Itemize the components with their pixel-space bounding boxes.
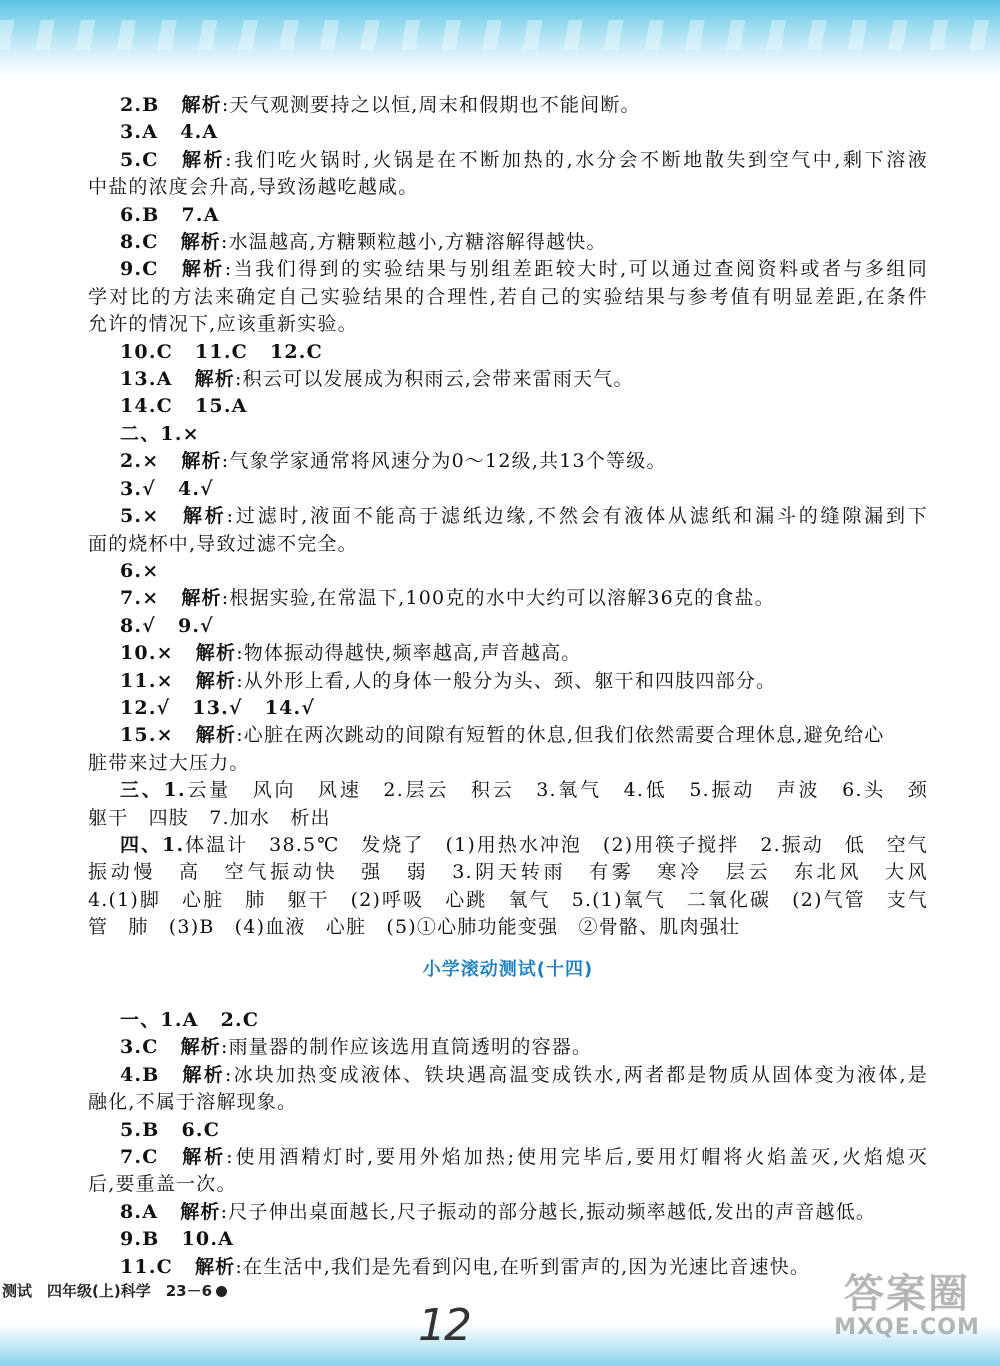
line-text: 融化,不属于溶解现象。 [88,1091,298,1114]
answer-line [88,914,928,941]
analysis-keyword: 解析 [181,505,227,528]
answer-line [88,366,928,393]
line-text: :尺子伸出桌面越长,尺子振动的部分越长,振动频率越低,发出的声音越低。 [220,1200,877,1223]
answer-number: 10.C [120,340,173,363]
answer-line [88,695,928,722]
line-text: :心脏在两次跳动的间隙有短暂的休息,但我们依然需要合理休息,避免给心 [236,724,885,747]
answer-line [88,1144,928,1171]
answer-line [88,256,928,283]
answer-number: 4.√ [177,477,214,500]
answer-line [88,668,928,695]
answer-number: 13.√ [192,696,243,719]
analysis-keyword: 解析 [181,450,222,473]
analysis-keyword: 解析 [194,368,236,391]
answer-number: 13.A [120,368,173,391]
line-text: :当我们得到的实验结果与别组差距较大时,可以通过查阅资料或者与多组同 [224,258,928,281]
answer-line [88,613,928,640]
line-text: :天气观测要持之以恒,周末和假期也不能间断。 [221,94,641,116]
answer-line [88,1226,928,1253]
answer-number: 15.A [194,395,248,418]
answer-line [88,750,928,777]
answer-number: 四、1. [120,833,185,856]
answer-number: 2.C [220,1009,260,1031]
line-text: 面的烧杯中,导致过滤不完全。 [88,532,358,555]
answer-number: 12.√ [120,696,171,719]
analysis-keyword: 解析 [195,669,237,692]
line-text: :物体振动得越快,频率越高,声音越高。 [236,642,582,665]
answer-number: 8.√ [120,614,156,637]
line-text: 管 肺 (3)B (4)血液 心脏 (5)①心肺功能变强 ②骨骼、肌肉强壮 [88,916,741,939]
answer-number: 三、1. [120,779,186,802]
answer-number: 6.C [181,1118,221,1141]
answer-number: 14.√ [264,696,316,719]
answer-number: 3.√ [120,477,156,500]
analysis-keyword: 解析 [180,258,225,281]
answer-number: 11.C [120,1255,173,1278]
answer-line [88,1007,928,1034]
answer-number: 2.B [120,94,160,116]
line-text: 后,要重盖一次。 [88,1173,237,1196]
answer-line [88,777,928,804]
line-text: 4.(1)脚 心脏 肺 躯干 (2)呼吸 心跳 氧气 5.(1)氧气 二氧化碳 (2)气管 支气 [88,888,928,911]
answer-line [88,1199,928,1226]
answer-line [88,1117,928,1144]
answer-line [88,640,928,667]
answer-line [88,174,928,201]
top-decorative-band [0,0,1000,78]
answer-line [88,887,928,914]
answer-number: 4.A [180,121,219,144]
watermark-logo [822,1262,992,1362]
answer-line [88,448,928,475]
line-text: :积云可以发展成为积雨云,会带来雷雨天气。 [235,368,634,391]
answer-line [88,1034,928,1061]
analysis-keyword: 解析 [180,1200,221,1223]
answer-number: 11.C [194,340,248,363]
answer-number: 3.C [120,1036,159,1059]
answer-line [88,585,928,612]
answer-line [88,1171,928,1198]
answer-number: 10.A [181,1228,235,1251]
analysis-keyword: 解析 [180,231,221,254]
answer-line [88,476,928,503]
line-text: :雨量器的制作应该选用直筒透明的容器。 [220,1036,593,1059]
answer-number: 15.× [120,724,174,747]
handwritten-page-number: 12 [418,1300,470,1351]
answer-number: 6.× [120,559,160,582]
answer-line [88,722,928,749]
answer-number: 6.B [120,203,160,226]
answer-line [88,1089,928,1116]
answer-line [88,92,928,119]
line-text: :过滤时,液面不能高于滤纸边缘,不然会有液体从滤纸和漏斗的缝隙漏到下 [226,505,928,528]
analysis-keyword: 解析 [181,587,222,610]
answer-line [88,393,928,420]
answer-number: 5.× [120,505,160,528]
line-text: :根据实验,在常温下,100克的水中大约可以溶解36克的食盐。 [221,587,775,610]
analysis-keyword: 解析 [195,724,237,747]
answer-line [88,421,928,448]
line-text: 脏带来过大压力。 [88,751,250,774]
answer-number: 12.C [269,340,323,363]
answer-number: 2.× [120,450,160,473]
answer-line [88,531,928,558]
answer-number: 11.× [120,669,174,692]
answer-line [88,805,928,832]
analysis-keyword: 解析 [181,1063,225,1086]
line-text: 允许的情况下,应该重新实验。 [88,313,358,336]
footer-label [2,1280,227,1301]
answer-number: 7.× [120,587,160,610]
answer-line [88,311,928,338]
watermark-big: 答案圈 [844,1271,970,1317]
line-text: 中盐的浓度会升高,导致汤越吃越咸。 [88,176,419,199]
answer-line [88,503,928,530]
bullet-icon [216,1286,227,1297]
answer-number: 7.A [181,203,220,226]
line-text: :我们吃火锅时,火锅是在不断加热的,水分会不断地散失到空气中,剩下溶液 [225,148,928,171]
answer-number: 5.C [120,148,159,171]
line-text: :从外形上看,人的身体一般分为头、颈、躯干和四肢四部分。 [236,669,777,692]
answer-number: 9.B [120,1228,160,1251]
analysis-keyword: 解析 [180,148,226,171]
answer-number: 5.B [120,1118,160,1141]
answer-line [88,859,928,886]
answer-line [88,284,928,311]
analysis-keyword: 解析 [194,1255,236,1278]
answer-line [88,147,928,174]
answer-number: 4.B [120,1063,160,1086]
answer-number: 10.× [120,642,174,665]
line-text: :使用酒精灯时,要用外焰加热;使用完毕后,要用灯帽将火焰盖灭,火焰熄灭 [226,1146,928,1169]
analysis-keyword: 解析 [180,1146,227,1169]
answer-line [88,229,928,256]
answer-line [88,339,928,366]
answer-line [88,1062,928,1089]
answer-number: 8.C [120,231,159,254]
answer-line [88,202,928,229]
answer-line [88,119,928,146]
answer-number: 3.A [120,121,159,144]
answer-number: 7.C [120,1146,159,1169]
analysis-keyword: 解析 [195,642,237,665]
line-text: :冰块加热变成液体、铁块遇高温变成铁水,两者都是物质从固体变为液体,是 [224,1063,928,1086]
section-title: 小学滚动测试(十四) [422,958,594,980]
analysis-keyword: 解析 [180,1036,221,1059]
answer-number: 8.A [120,1200,159,1223]
answer-number: 一、1.A [120,1009,199,1031]
answer-content [88,92,928,1281]
line-text: 振动慢 高 空气振动快 强 弱 3.阴天转雨 有雾 寒冷 层云 东北风 大风 [88,861,928,884]
analysis-keyword: 解析 [181,94,222,116]
answer-line [88,832,928,859]
answer-number: 14.C [120,395,173,418]
line-text: 躯干 四肢 7.加水 析出 [88,806,331,829]
watermark-small: MXQE.COM [834,1315,980,1340]
line-text: :在生活中,我们是先看到闪电,在听到雷声的,因为光速比音速快。 [235,1255,811,1278]
answer-number: 9.C [120,258,159,281]
line-text: 学对比的方法来确定自己实验结果的合理性,若自己的实验结果与参考值有明显差距,在条件 [88,285,928,308]
footer-label-text: 测试 四年级(上)科学 23－6 [2,1282,213,1300]
line-text: 体温计 38.5℃ 发烧了 (1)用热水冲泡 (2)用筷子搅拌 2.振动 低 空气 [184,833,929,856]
answer-number: 二、1.× [120,422,200,445]
line-text: :水温越高,方糖颗粒越小,方糖溶解得越快。 [220,231,607,254]
answer-number: 9.√ [177,614,214,637]
line-text: :气象学家通常将风速分为0～12级,共13个等级。 [221,450,667,473]
answer-line [88,558,928,585]
line-text: 云量 风向 风速 2.层云 积云 3.氧气 4.低 5.振动 声波 6.头 颈 [185,779,928,802]
